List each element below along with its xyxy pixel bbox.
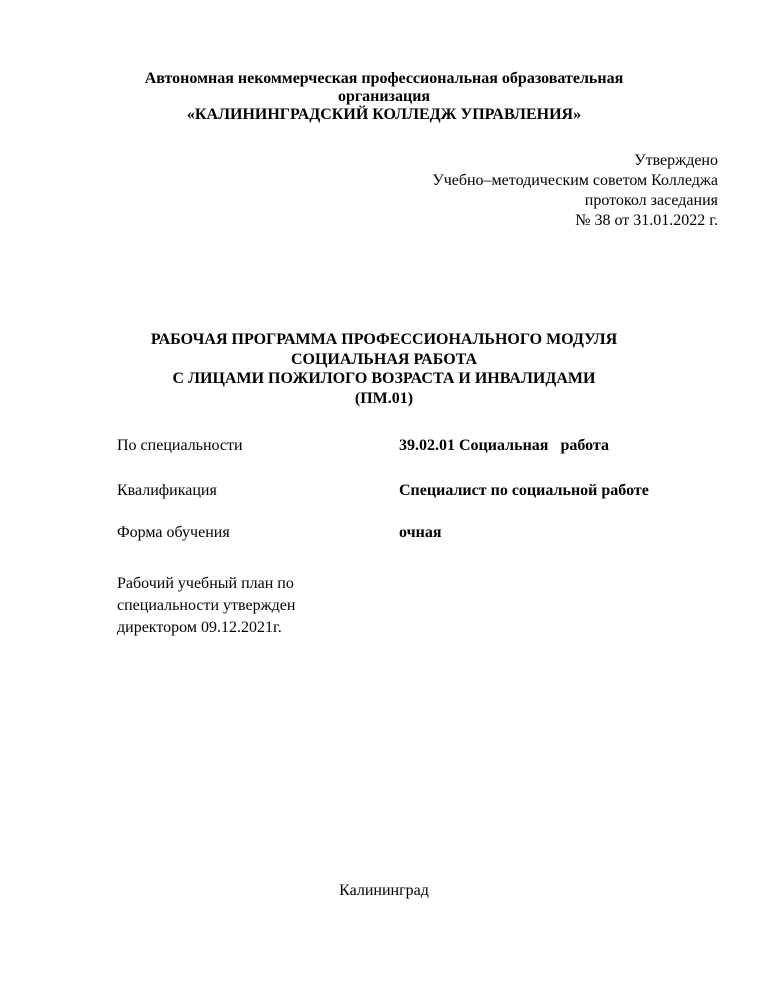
approval-protocol-number: № 38 от 31.01.2022 г. [575,212,718,229]
approval-protocol-label: протокол заседания [584,192,718,209]
approval-status: Утверждено [634,152,718,169]
document-title [100,330,668,408]
plan-line-3: директором 09.12.2021г. [117,619,282,636]
title-line-1: РАБОЧАЯ ПРОГРАММА ПРОФЕССИОНАЛЬНОГО МОДУЛЯ [150,331,618,348]
approval-block [432,151,718,231]
title-line-3: С ЛИЦАМИ ПОЖИЛОГО ВОЗРАСТА И ИНВАЛИДАМИ [172,370,596,387]
approval-council: Учебно–методическим советом Колледжа [432,172,718,189]
qualification-label: Квалификация [117,482,217,499]
plan-line-2: специальности утвержден [117,597,296,614]
plan-line-1: Рабочий учебный план по [117,575,294,592]
study-form-label: Форма обучения [117,524,230,541]
title-line-2: СОЦИАЛЬНАЯ РАБОТА [290,350,478,368]
curriculum-approval-note [117,573,357,639]
title-line-4: (ПМ.01) [354,389,414,407]
specialty-label: По специальности [117,437,243,454]
organization-header [120,70,648,124]
org-name-line-2: организация [337,88,431,105]
org-name-line-1: Автономная некоммерческая профессиональная образовательная [144,70,624,87]
college-name: «КАЛИНИНГРАДСКИЙ КОЛЛЕДЖ УПРАВЛЕНИЯ» [186,106,582,123]
qualification-value: Специалист по социальной работе [399,482,649,499]
city-footer: Калининград [339,882,429,899]
specialty-value: 39.02.01 Социальная работа [399,437,609,454]
study-form-value: очная [399,524,442,541]
